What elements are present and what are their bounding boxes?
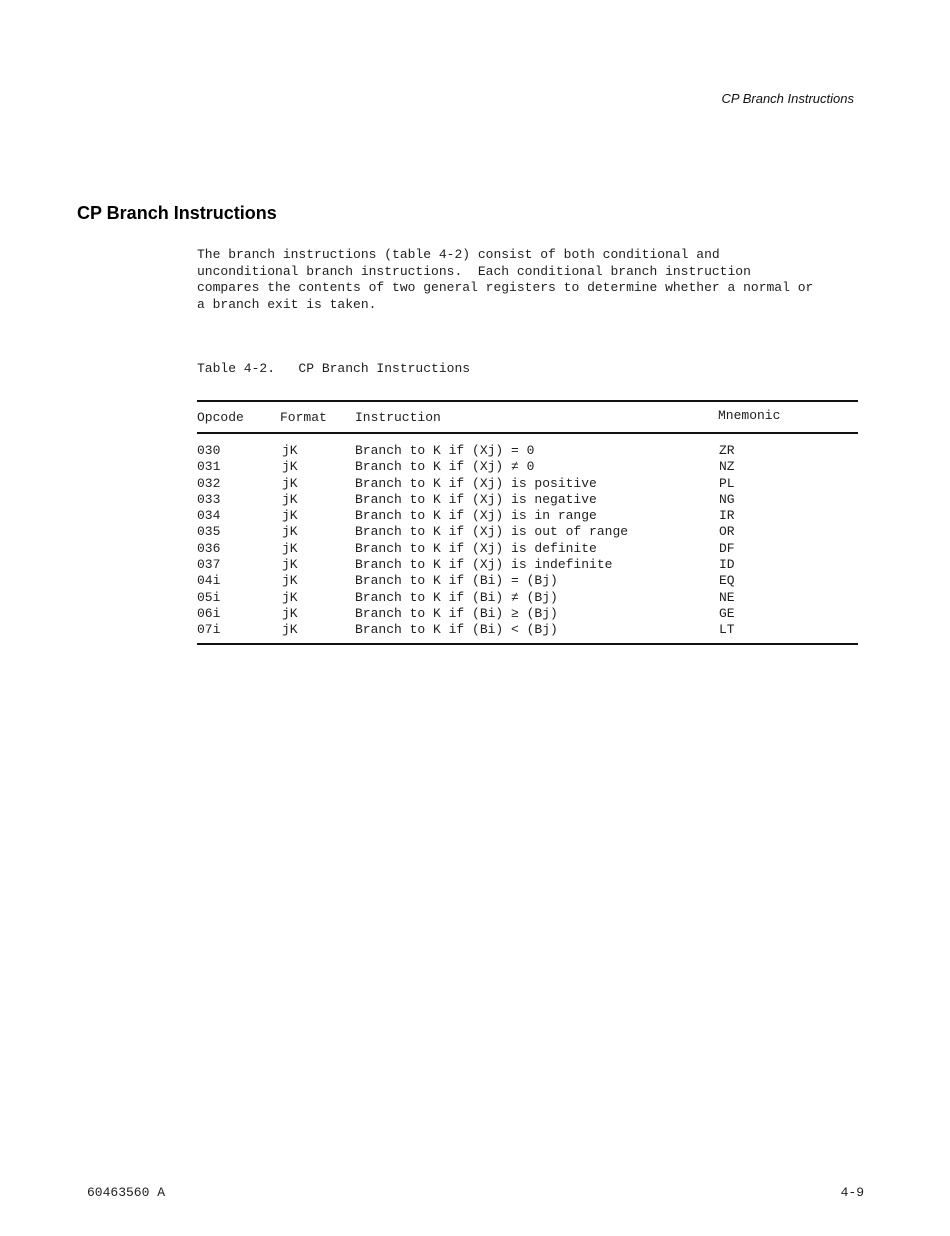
table-row [197, 606, 858, 622]
format-cell: jK [282, 459, 298, 475]
opcode-cell: 037 [197, 557, 221, 573]
table-row [197, 459, 858, 475]
mnemonic-cell: IR [719, 508, 735, 524]
table-bottom-rule [197, 643, 858, 645]
opcode-cell: 036 [197, 540, 221, 556]
instruction-cell: Branch to K if (Bi) ≥ (Bj) [355, 605, 558, 621]
intro-line: The branch instructions (table 4-2) consist of both conditional and [197, 247, 720, 262]
table-top-rule [197, 400, 858, 402]
table-row [197, 622, 858, 638]
page-number: 4-9 [840, 1185, 864, 1200]
opcode-cell: 07i [197, 622, 221, 638]
mnemonic-cell: GE [719, 605, 735, 621]
opcode-cell: 031 [197, 459, 221, 475]
instruction-cell: Branch to K if (Xj) ≠ 0 [355, 459, 535, 475]
column-header-opcode: Opcode [197, 410, 244, 425]
mnemonic-cell: ZR [719, 443, 735, 458]
intro-line: unconditional branch instructions. Each conditional branch instruction [197, 263, 751, 279]
opcode-cell: 04i [197, 573, 221, 589]
intro-line: compares the contents of two general registers to determine whether a normal or [197, 280, 814, 295]
instruction-cell: Branch to K if (Xj) = 0 [355, 443, 535, 458]
table-row [197, 541, 858, 557]
mnemonic-cell: NE [719, 589, 735, 605]
opcode-cell: 030 [197, 443, 221, 458]
format-cell: jK [282, 540, 298, 556]
format-cell: jK [282, 443, 298, 458]
instruction-cell: Branch to K if (Xj) is out of range [355, 524, 629, 540]
table-row [197, 508, 858, 524]
mnemonic-cell: NG [719, 491, 735, 507]
opcode-cell: 033 [197, 491, 221, 507]
format-cell: jK [282, 475, 298, 491]
opcode-cell: 035 [197, 524, 221, 540]
column-header-format: Format [280, 410, 327, 425]
format-cell: jK [282, 605, 298, 621]
column-header-mnemonic: Mnemonic [718, 408, 781, 423]
mnemonic-cell: ID [719, 557, 735, 573]
table-caption: Table 4-2. CP Branch Instructions [197, 361, 471, 376]
opcode-cell: 05i [197, 589, 221, 605]
mnemonic-cell: PL [719, 475, 735, 491]
opcode-cell: 032 [197, 475, 221, 491]
running-header: CP Branch Instructions [721, 91, 854, 106]
mnemonic-cell: DF [719, 540, 735, 556]
instruction-cell: Branch to K if (Bi) = (Bj) [355, 573, 558, 589]
table-row [197, 573, 858, 589]
format-cell: jK [282, 573, 298, 589]
table-row [197, 590, 858, 606]
format-cell: jK [282, 524, 298, 540]
section-heading: CP Branch Instructions [77, 203, 277, 223]
table-row [197, 524, 858, 540]
opcode-cell: 06i [197, 605, 221, 621]
table-row [197, 443, 858, 459]
table-row [197, 557, 858, 573]
instruction-cell: Branch to K if (Bi) ≠ (Bj) [355, 589, 558, 605]
mnemonic-cell: LT [719, 622, 735, 638]
mnemonic-cell: NZ [719, 459, 735, 475]
table-row [197, 492, 858, 508]
instruction-cell: Branch to K if (Xj) is positive [355, 475, 597, 491]
format-cell: jK [282, 589, 298, 605]
mnemonic-cell: EQ [719, 573, 735, 589]
intro-paragraph [197, 247, 867, 313]
table-header-rule [197, 432, 858, 434]
intro-line: a branch exit is taken. [197, 296, 377, 312]
format-cell: jK [282, 622, 298, 638]
column-header-instruction: Instruction [355, 410, 441, 425]
instruction-cell: Branch to K if (Xj) is negative [355, 491, 597, 507]
instruction-cell: Branch to K if (Xj) is definite [355, 540, 597, 556]
mnemonic-cell: OR [719, 524, 735, 540]
format-cell: jK [282, 508, 298, 524]
instruction-cell: Branch to K if (Xj) is indefinite [355, 557, 613, 573]
instruction-cell: Branch to K if (Xj) is in range [355, 508, 597, 524]
table-body [197, 443, 858, 639]
table-row [197, 476, 858, 492]
document-number: 60463560 A [87, 1185, 166, 1200]
format-cell: jK [282, 491, 298, 507]
opcode-cell: 034 [197, 508, 221, 524]
instruction-cell: Branch to K if (Bi) < (Bj) [355, 622, 558, 638]
format-cell: jK [282, 557, 298, 573]
